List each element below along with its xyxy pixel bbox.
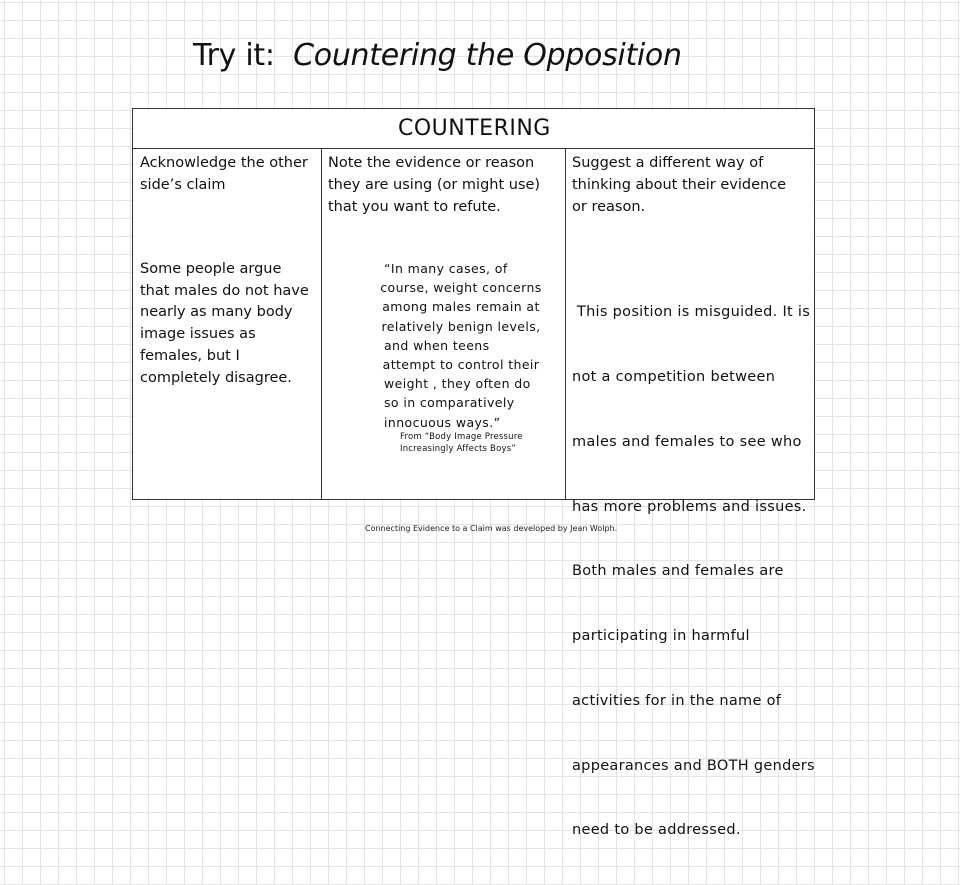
column-header-line: or reason. [572, 199, 646, 215]
column-header-line: Note the evidence or reason [328, 155, 535, 171]
column-divider-1 [321, 149, 322, 500]
claim-line: females, but I [140, 347, 240, 364]
quote-line: so in comparatively [384, 395, 515, 411]
counter-line: This position is misguided. It is [572, 304, 811, 321]
quote-line: among males remain at [382, 299, 540, 315]
column-header-suggest [572, 152, 786, 218]
counter-line: not a competition between [572, 368, 776, 385]
credit-footer: Connecting Evidence to a Claim was developed by Jean Wolph. [365, 524, 618, 533]
counter-line: appearances and BOTH genders [572, 757, 815, 774]
page-title [193, 36, 682, 76]
column-header-line: that you want to refute. [328, 199, 501, 215]
claim-line: nearly as many body [140, 304, 293, 321]
column-header-line: side’s claim [140, 177, 226, 193]
counter-line: need to be addressed. [572, 822, 741, 839]
column-header-line: thinking about their evidence [572, 177, 787, 193]
column-header-line: Suggest a different way of [572, 155, 764, 171]
counter-text [572, 259, 815, 885]
source-line: From “Body Image Pressure [400, 432, 523, 442]
quote-line: and when teens [384, 337, 490, 353]
column-divider-2 [565, 149, 566, 500]
source-line: Increasingly Affects Boys” [400, 444, 516, 454]
quote-line: relatively benign levels, [381, 318, 541, 334]
quote-line: weight , they often do [384, 376, 531, 392]
quote-source [400, 431, 523, 455]
column-header-note-evidence [328, 152, 540, 218]
table-header [133, 109, 814, 149]
claim-line: Some people argue [140, 261, 282, 277]
claim-line: that males do not have [140, 282, 309, 299]
counter-line: has more problems and issues. [572, 498, 807, 515]
column-header-line: Acknowledge the other [140, 155, 308, 171]
quote-line: course, weight concerns [380, 280, 542, 296]
title-lead: Try it: [193, 38, 275, 73]
claim-line: completely disagree. [140, 369, 292, 386]
quote-line: attempt to control their [382, 357, 540, 373]
quote-line: “In many cases, of [384, 261, 508, 276]
column-header-line: they are using (or might use) [328, 177, 541, 193]
title-emphasis: Countering the Opposition [293, 38, 682, 73]
counter-line: males and females to see who [572, 433, 802, 450]
counter-line: Both males and females are [572, 563, 784, 580]
quote-line: innocuous ways.” [384, 414, 501, 430]
column-header-acknowledge [140, 152, 308, 196]
counter-line: participating in harmful [572, 628, 750, 645]
counter-line: activities for in the name of [572, 692, 782, 709]
evidence-quote [373, 259, 549, 432]
claim-text [140, 259, 309, 389]
claim-line: image issues as [140, 326, 256, 343]
table-heading: COUNTERING [398, 116, 551, 141]
